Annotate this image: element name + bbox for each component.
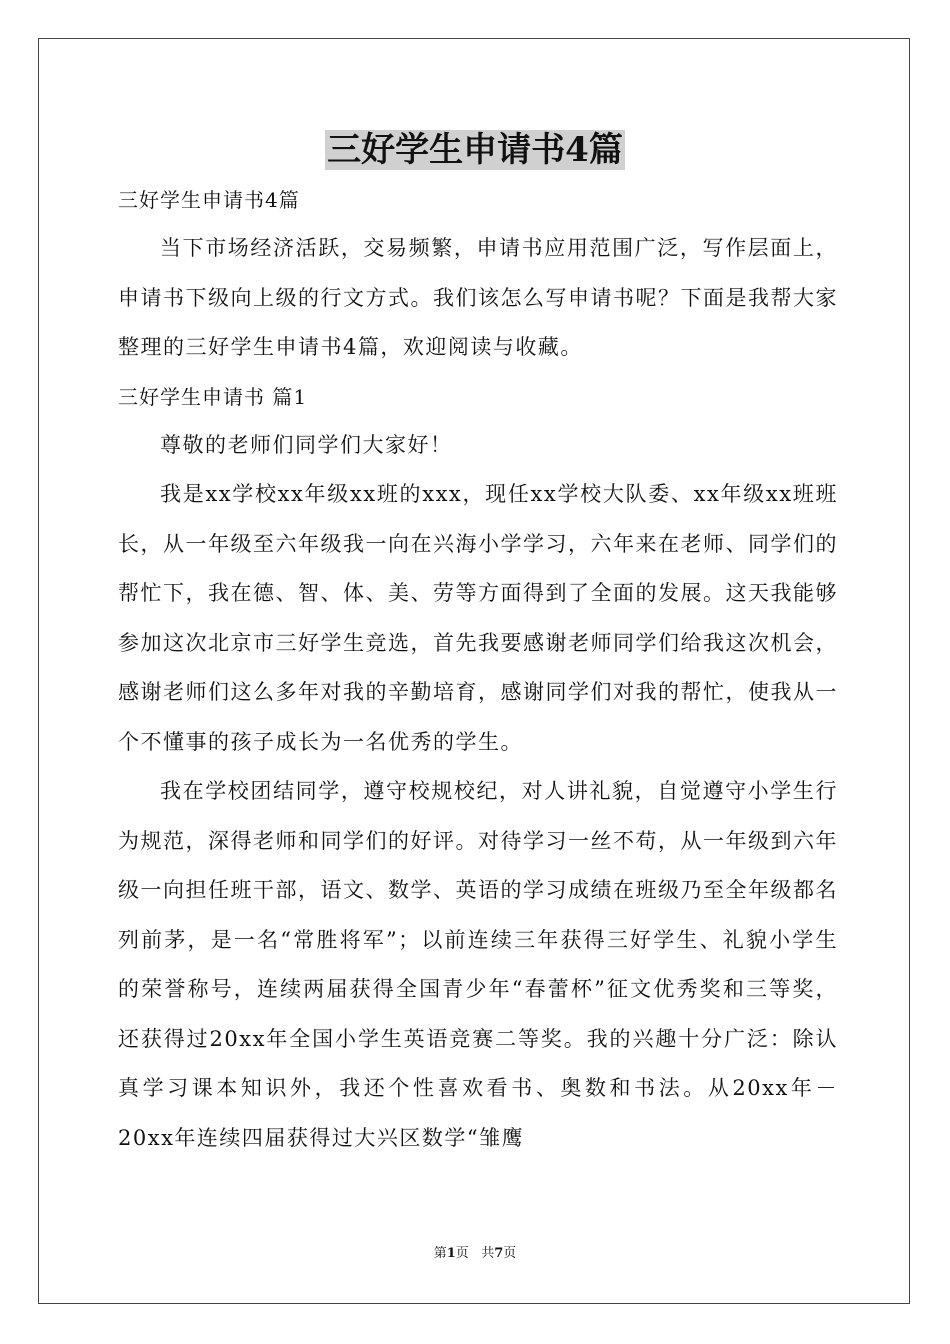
footer-page-total: 7 bbox=[494, 1246, 504, 1261]
page-footer bbox=[0, 1244, 950, 1264]
intro-paragraph: 当下市场经济活跃，交易频繁，申请书应用范围广泛，写作层面上，申请书下级向上级的行文方式。我们该怎么写申请书呢？下面是我帮大家整理的三好学生申请书4篇，欢迎阅读与收藏。 bbox=[118, 236, 838, 359]
body-paragraph-achievements: 我在学校团结同学，遵守校规校纪，对人讲礼貌，自觉遵守小学生行为规范，深得老师和同学们的好评。对待学习一丝不苟，从一年级到六年级一向担任班干部，语文、数学、英语的学习成绩在班级乃至全年级都名列前茅，是一名“常胜将军”；以前连续三年获得三好学生、礼貌小学生的荣誉称号，连续两届获得全国青少年“春蕾杯”征文优秀奖和三等奖，还获得过20xx年全国小学生英语竞赛二等奖。我的兴趣十分广泛：除认真学习课本知识外，我还个性喜欢看书、奥数和书法。从20xx年－20xx年连续四届获得过大兴区数学“雏鹰 bbox=[118, 779, 838, 1150]
document-title-text: 三好学生申请书4篇 bbox=[327, 130, 623, 170]
footer-page-current: 1 bbox=[446, 1246, 456, 1261]
body-paragraph-intro: 我是xx学校xx年级xx班的xxx，现任xx学校大队委、xx年级xx班班长，从一年级至六年级我一向在兴海小学学习，六年来在老师、同学们的帮忙下，我在德、智、体、美、劳等方面得到了全面的发展。这天我能够参加这次北京市三好学生竞选，首先我要感谢老师同学们给我这次机会，感谢老师们这么多年对我的辛勤培育，感谢同学们对我的帮忙，使我从一个不懂事的孩子成长为一名优秀的学生。 bbox=[118, 482, 838, 754]
body-paragraph-greeting: 尊敬的老师们同学们大家好！ bbox=[160, 432, 453, 457]
footer-total-suffix: 页 bbox=[503, 1246, 517, 1261]
doc-heading: 三好学生申请书4篇 bbox=[118, 188, 300, 212]
footer-page-prefix: 第 bbox=[433, 1246, 447, 1261]
section-heading: 三好学生申请书 篇1 bbox=[118, 384, 308, 409]
footer-page-suffix: 页 bbox=[455, 1246, 469, 1261]
document-title bbox=[0, 125, 950, 175]
document-body bbox=[118, 176, 838, 1163]
footer-total-prefix: 共 bbox=[481, 1246, 495, 1261]
